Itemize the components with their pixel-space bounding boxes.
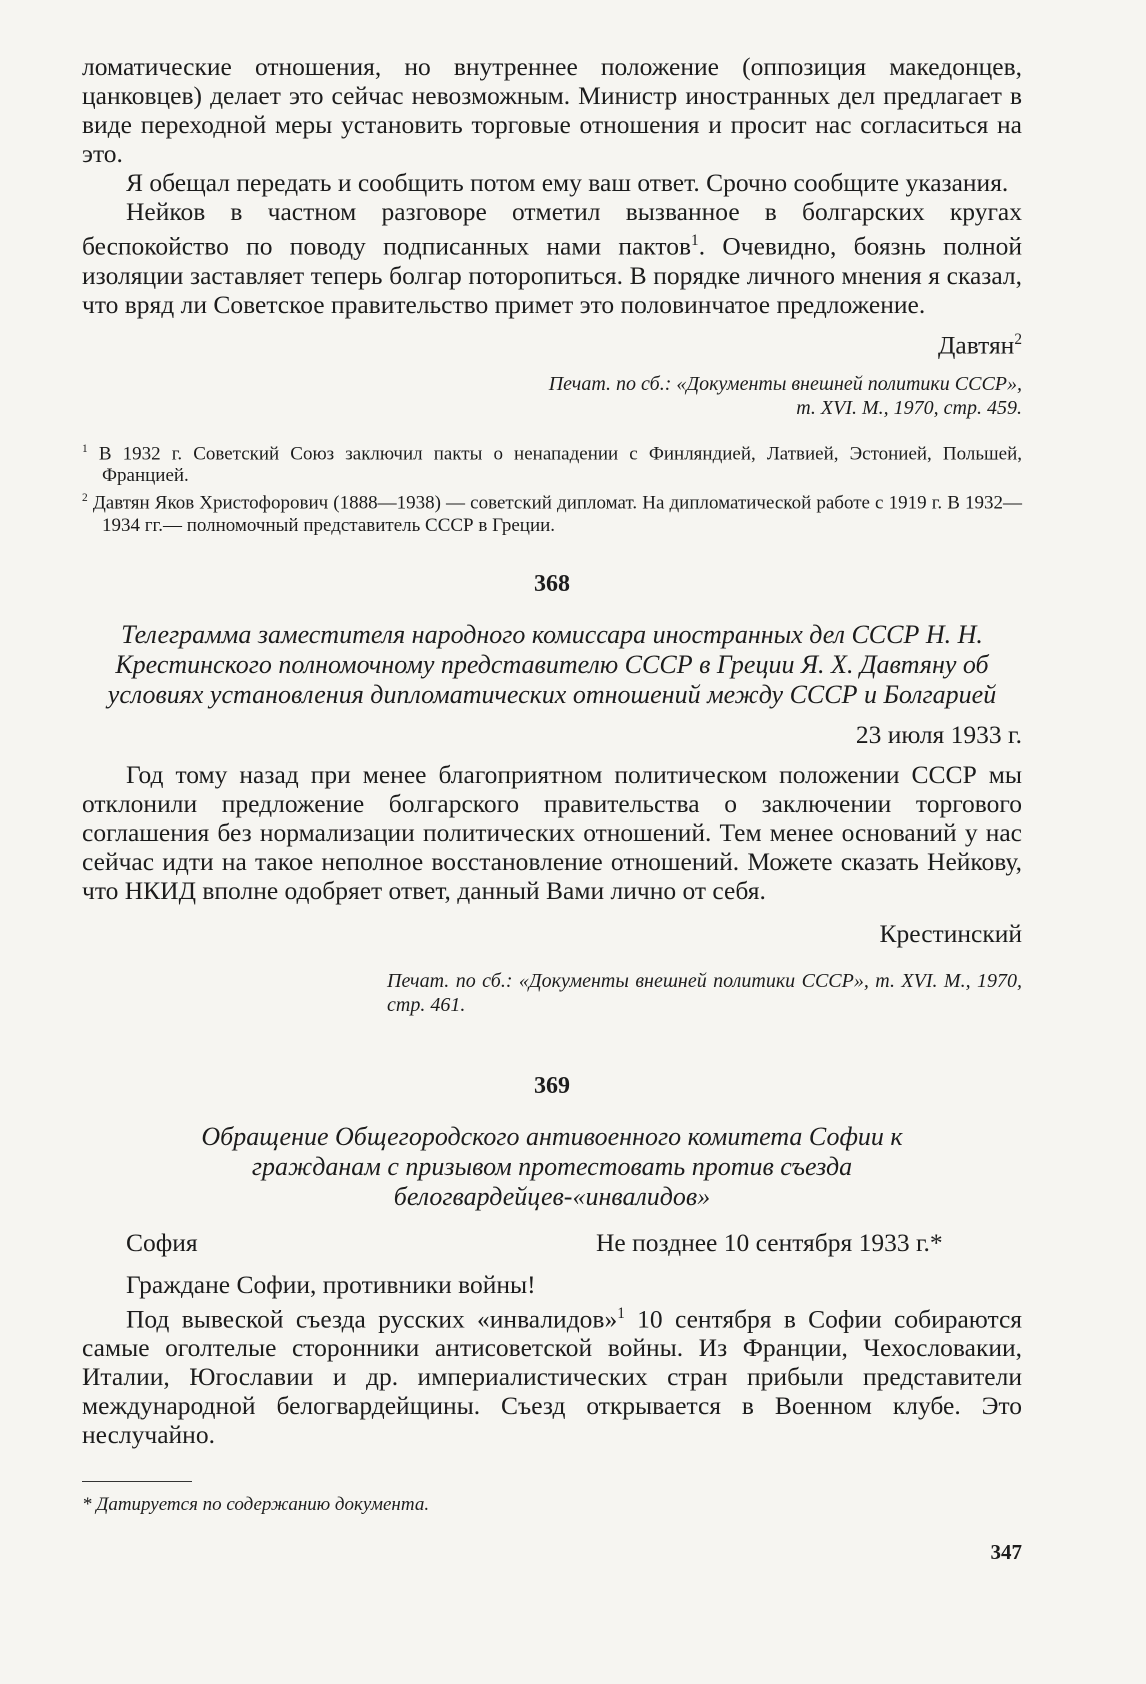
paragraph: ломатические отношения, но внутреннее положение (оппозиция македонцев, цанковцев) делает это сейчас невозможным. Министр иностранных дел предлагает в виде переходной меры установить торговые отношения и просит нас согласиться на это. bbox=[82, 52, 1022, 168]
footnotes bbox=[82, 438, 1022, 537]
signature-name: Давтян bbox=[938, 330, 1015, 359]
source-line: т. XVI. М., 1970, стр. 459. bbox=[796, 397, 1022, 419]
document-number: 369 bbox=[534, 1072, 570, 1099]
salutation: Граждане Софии, противники войны! bbox=[126, 1269, 536, 1299]
page-number: 347 bbox=[990, 1540, 1022, 1564]
source-line: Печат. по сб.: «Документы внешней политики СССР», bbox=[548, 373, 1022, 395]
footnote bbox=[82, 438, 1022, 487]
footnote: * Датируется по содержанию документа. bbox=[82, 1494, 430, 1516]
paragraph: Я обещал передать и сообщить потом ему ваш ответ. Срочно сообщите указания. bbox=[126, 168, 1009, 197]
paragraph-text: 10 сентября в Софии собираются самые оголтелые сторонники антисоветской войны. Из Франции, Чехословакии, Италии, Югославии и др. империалистических стран прибыли представители международной белогвардейщины. Съезд открывается в Военном клубе. Это неслучайно. bbox=[82, 1304, 1022, 1450]
footnote bbox=[82, 487, 1022, 536]
source-note: Печат. по сб.: «Документы внешней политики СССР», т. XVI. М., 1970, стр. 461. bbox=[387, 969, 1022, 1016]
footnote-ref: 2 bbox=[1014, 330, 1022, 348]
paragraph-text: Нейков в частном разговоре отметил вызванное в болгарских кругах беспокойство по поводу подписанных нами пактов bbox=[82, 197, 1022, 261]
signature bbox=[82, 325, 1022, 361]
document-date: 23 июля 1933 г. bbox=[855, 719, 1022, 749]
page-content bbox=[82, 52, 1022, 1516]
document-title: Обращение Общегородского антивоенного комитета Софии к гражданам с призывом протестовать против съезда белогвардейцев-«инвалидов» bbox=[201, 1121, 903, 1211]
document-title: Телеграмма заместителя народного комиссара иностранных дел СССР Н. Н. Крестинского полномочному представителю СССР в Греции Я. Х. Давтяну об условиях установления дипломатических отношений между СССР и Болгарией bbox=[107, 619, 997, 709]
paragraph-text: . Очевидно, боязнь полной изоляции заставляет теперь болгар поторопиться. В порядке личного мнения я сказал, что вряд ли Советское правительство примет это половинчатое предложение. bbox=[82, 231, 1022, 319]
paragraph bbox=[82, 1299, 1022, 1450]
footnote-mark: 1 bbox=[82, 443, 88, 455]
document-place: София bbox=[126, 1227, 198, 1257]
paragraph-text: Под вывеской съезда русских «инвалидов» bbox=[126, 1304, 618, 1334]
paragraph: Год тому назад при менее благоприятном политическом положении СССР мы отклонили предложение болгарского правительства о заключении торгового соглашения без нормализации политических отношений. Тем менее оснований у нас сейчас идти на такое неполное восстановление отношений. Можете сказать Нейкову, что НКИД вполне одобряет ответ, данный Вами лично от себя. bbox=[82, 759, 1022, 905]
paragraph bbox=[82, 197, 1022, 319]
footnote-mark: 2 bbox=[82, 492, 88, 505]
footnote-text: Давтян Яков Христофорович (1888—1938) — советский дипломат. На дипломатической работе с 1919 г. В 1932—1934 гг.— полномочный представитель СССР в Греции. bbox=[92, 492, 1022, 536]
document-number: 368 bbox=[534, 570, 570, 597]
document-date: Не позднее 10 сентября 1933 г.* bbox=[596, 1227, 943, 1257]
footnote-text: В 1932 г. Советский Союз заключил пакты о ненападении с Финляндией, Латвией, Эстонией, Польшей, Францией. bbox=[98, 443, 1023, 487]
signature: Крестинский bbox=[879, 918, 1022, 948]
footnote-ref: 1 bbox=[691, 232, 699, 249]
source-note bbox=[82, 372, 1022, 420]
place-date-row bbox=[82, 1228, 1022, 1258]
footnote-ref: 1 bbox=[617, 1304, 625, 1322]
footnote-divider bbox=[82, 1481, 192, 1482]
